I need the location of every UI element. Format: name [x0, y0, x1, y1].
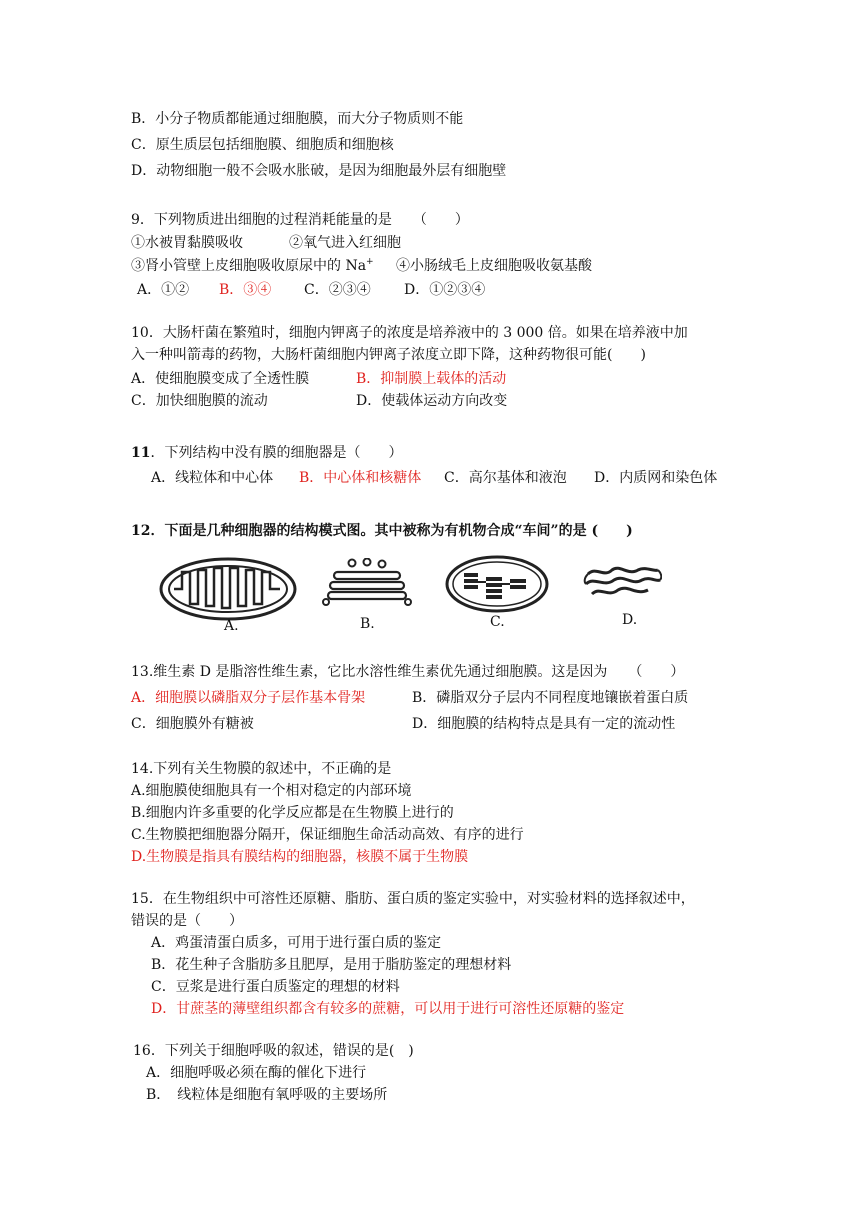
q8-option-d: D．动物细胞一般不会吸水胀破，是因为细胞最外层有细胞壁 [131, 163, 507, 179]
q13-stem: 13.维生素 D 是脂溶性维生素，它比水溶性维生素优先通过细胞膜。这是因为 （ ） [131, 664, 685, 680]
q9-item-2: ②氧气进入红细胞 [289, 235, 401, 251]
q14-option-a: A.细胞膜使细胞具有一个相对稳定的内部环境 [131, 783, 412, 799]
q14-stem: 14.下列有关生物膜的叙述中，不正确的是 [131, 761, 392, 777]
q10-stem-line-1: 10．大肠杆菌在繁殖时，细胞内钾离子的浓度是培养液中的 3 000 倍。如果在培养液中加 [131, 325, 688, 341]
q8-option-b: B．小分子物质都能通过细胞膜，而大分子物质则不能 [131, 111, 464, 127]
q15-option-a: A．鸡蛋清蛋白质多，可用于进行蛋白质的鉴定 [151, 935, 442, 951]
q13-option-d: D．细胞膜的结构特点是具有一定的流动性 [412, 716, 676, 732]
q9-option-c: C．②③④ [304, 282, 371, 298]
q14-option-c: C.生物膜把细胞器分隔开，保证细胞生命活动高效、有序的进行 [131, 827, 524, 843]
q15-stem-line-2: 错误的是（ ） [131, 913, 243, 929]
golgi-apparatus-diagram [322, 558, 412, 608]
q10-option-d: D．使载体运动方向改变 [356, 393, 508, 409]
q11-option-a: A．线粒体和中心体 [151, 470, 274, 486]
q9-stem: 9．下列物质进出细胞的过程消耗能量的是 （ ） [131, 212, 469, 228]
q10-stem-line-2: 入一种叫箭毒的药物，大肠杆菌细胞内钾离子浓度立即下降，这种药物很可能( ) [131, 347, 646, 363]
q10-option-b-answer: B．抑制膜上载体的活动 [356, 371, 507, 387]
q9-option-b-answer: B．③④ [219, 282, 272, 298]
diagram-label-b: B. [360, 616, 375, 632]
q11-option-d: D．内质网和染色体 [594, 470, 718, 486]
q16-stem: 16．下列关于细胞呼吸的叙述，错误的是( ) [133, 1043, 414, 1059]
q9-item-3: ③肾小管壁上皮细胞吸收原尿中的 Na+ [131, 257, 374, 274]
q9-item-4: ④小肠绒毛上皮细胞吸收氨基酸 [396, 258, 592, 274]
q10-option-c: C．加快细胞膜的流动 [131, 393, 268, 409]
q9-option-d: D．①②③④ [404, 282, 486, 298]
q13-option-b: B．磷脂双分子层内不同程度地镶嵌着蛋白质 [412, 690, 689, 706]
q16-option-b: B． 线粒体是细胞有氧呼吸的主要场所 [146, 1087, 388, 1103]
q14-option-b: B.细胞内许多重要的化学反应都是在生物膜上进行的 [131, 805, 454, 821]
q15-option-c: C．豆浆是进行蛋白质鉴定的理想的材料 [151, 979, 400, 995]
q10-option-a: A．使细胞膜变成了全透性膜 [131, 371, 310, 387]
q9-item-1: ①水被胃黏膜吸收 [131, 235, 243, 251]
q14-option-d-answer: D.生物膜是指具有膜结构的细胞器，核膜不属于生物膜 [131, 849, 469, 865]
diagram-label-d: D. [622, 612, 638, 628]
mitochondrion-diagram [158, 556, 298, 622]
q16-option-a: A．细胞呼吸必须在酶的催化下进行 [146, 1065, 367, 1081]
q9-option-a: A．①② [137, 282, 190, 298]
q11-stem: 11．下列结构中没有膜的细胞器是（ ） [131, 445, 403, 461]
diagram-label-a: A. [224, 618, 239, 634]
q15-option-d-answer: D．甘蔗茎的薄壁组织都含有较多的蔗糖，可以用于进行可溶性还原糖的鉴定 [151, 1001, 625, 1017]
q11-option-b-answer: B．中心体和核糖体 [299, 470, 422, 486]
q12-stem: 12．下面是几种细胞器的结构模式图。其中被称为有机物合成“车间”的是 ( ) [131, 523, 633, 539]
q13-option-c: C．细胞膜外有糖被 [131, 716, 254, 732]
q8-option-c: C．原生质层包括细胞膜、细胞质和细胞核 [131, 137, 394, 153]
q11-option-c: C．高尔基体和液泡 [444, 470, 567, 486]
endoplasmic-reticulum-diagram [582, 562, 662, 602]
chloroplast-diagram [444, 554, 550, 614]
q13-option-a-answer: A．细胞膜以磷脂双分子层作基本骨架 [131, 690, 366, 706]
q15-option-b: B．花生种子含脂肪多且肥厚，是用于脂肪鉴定的理想材料 [151, 957, 512, 973]
diagram-label-c: C. [490, 614, 505, 630]
q15-stem-line-1: 15．在生物组织中可溶性还原糖、脂肪、蛋白质的鉴定实验中，对实验材料的选择叙述中， [131, 891, 695, 907]
organelle-diagrams [150, 548, 670, 638]
